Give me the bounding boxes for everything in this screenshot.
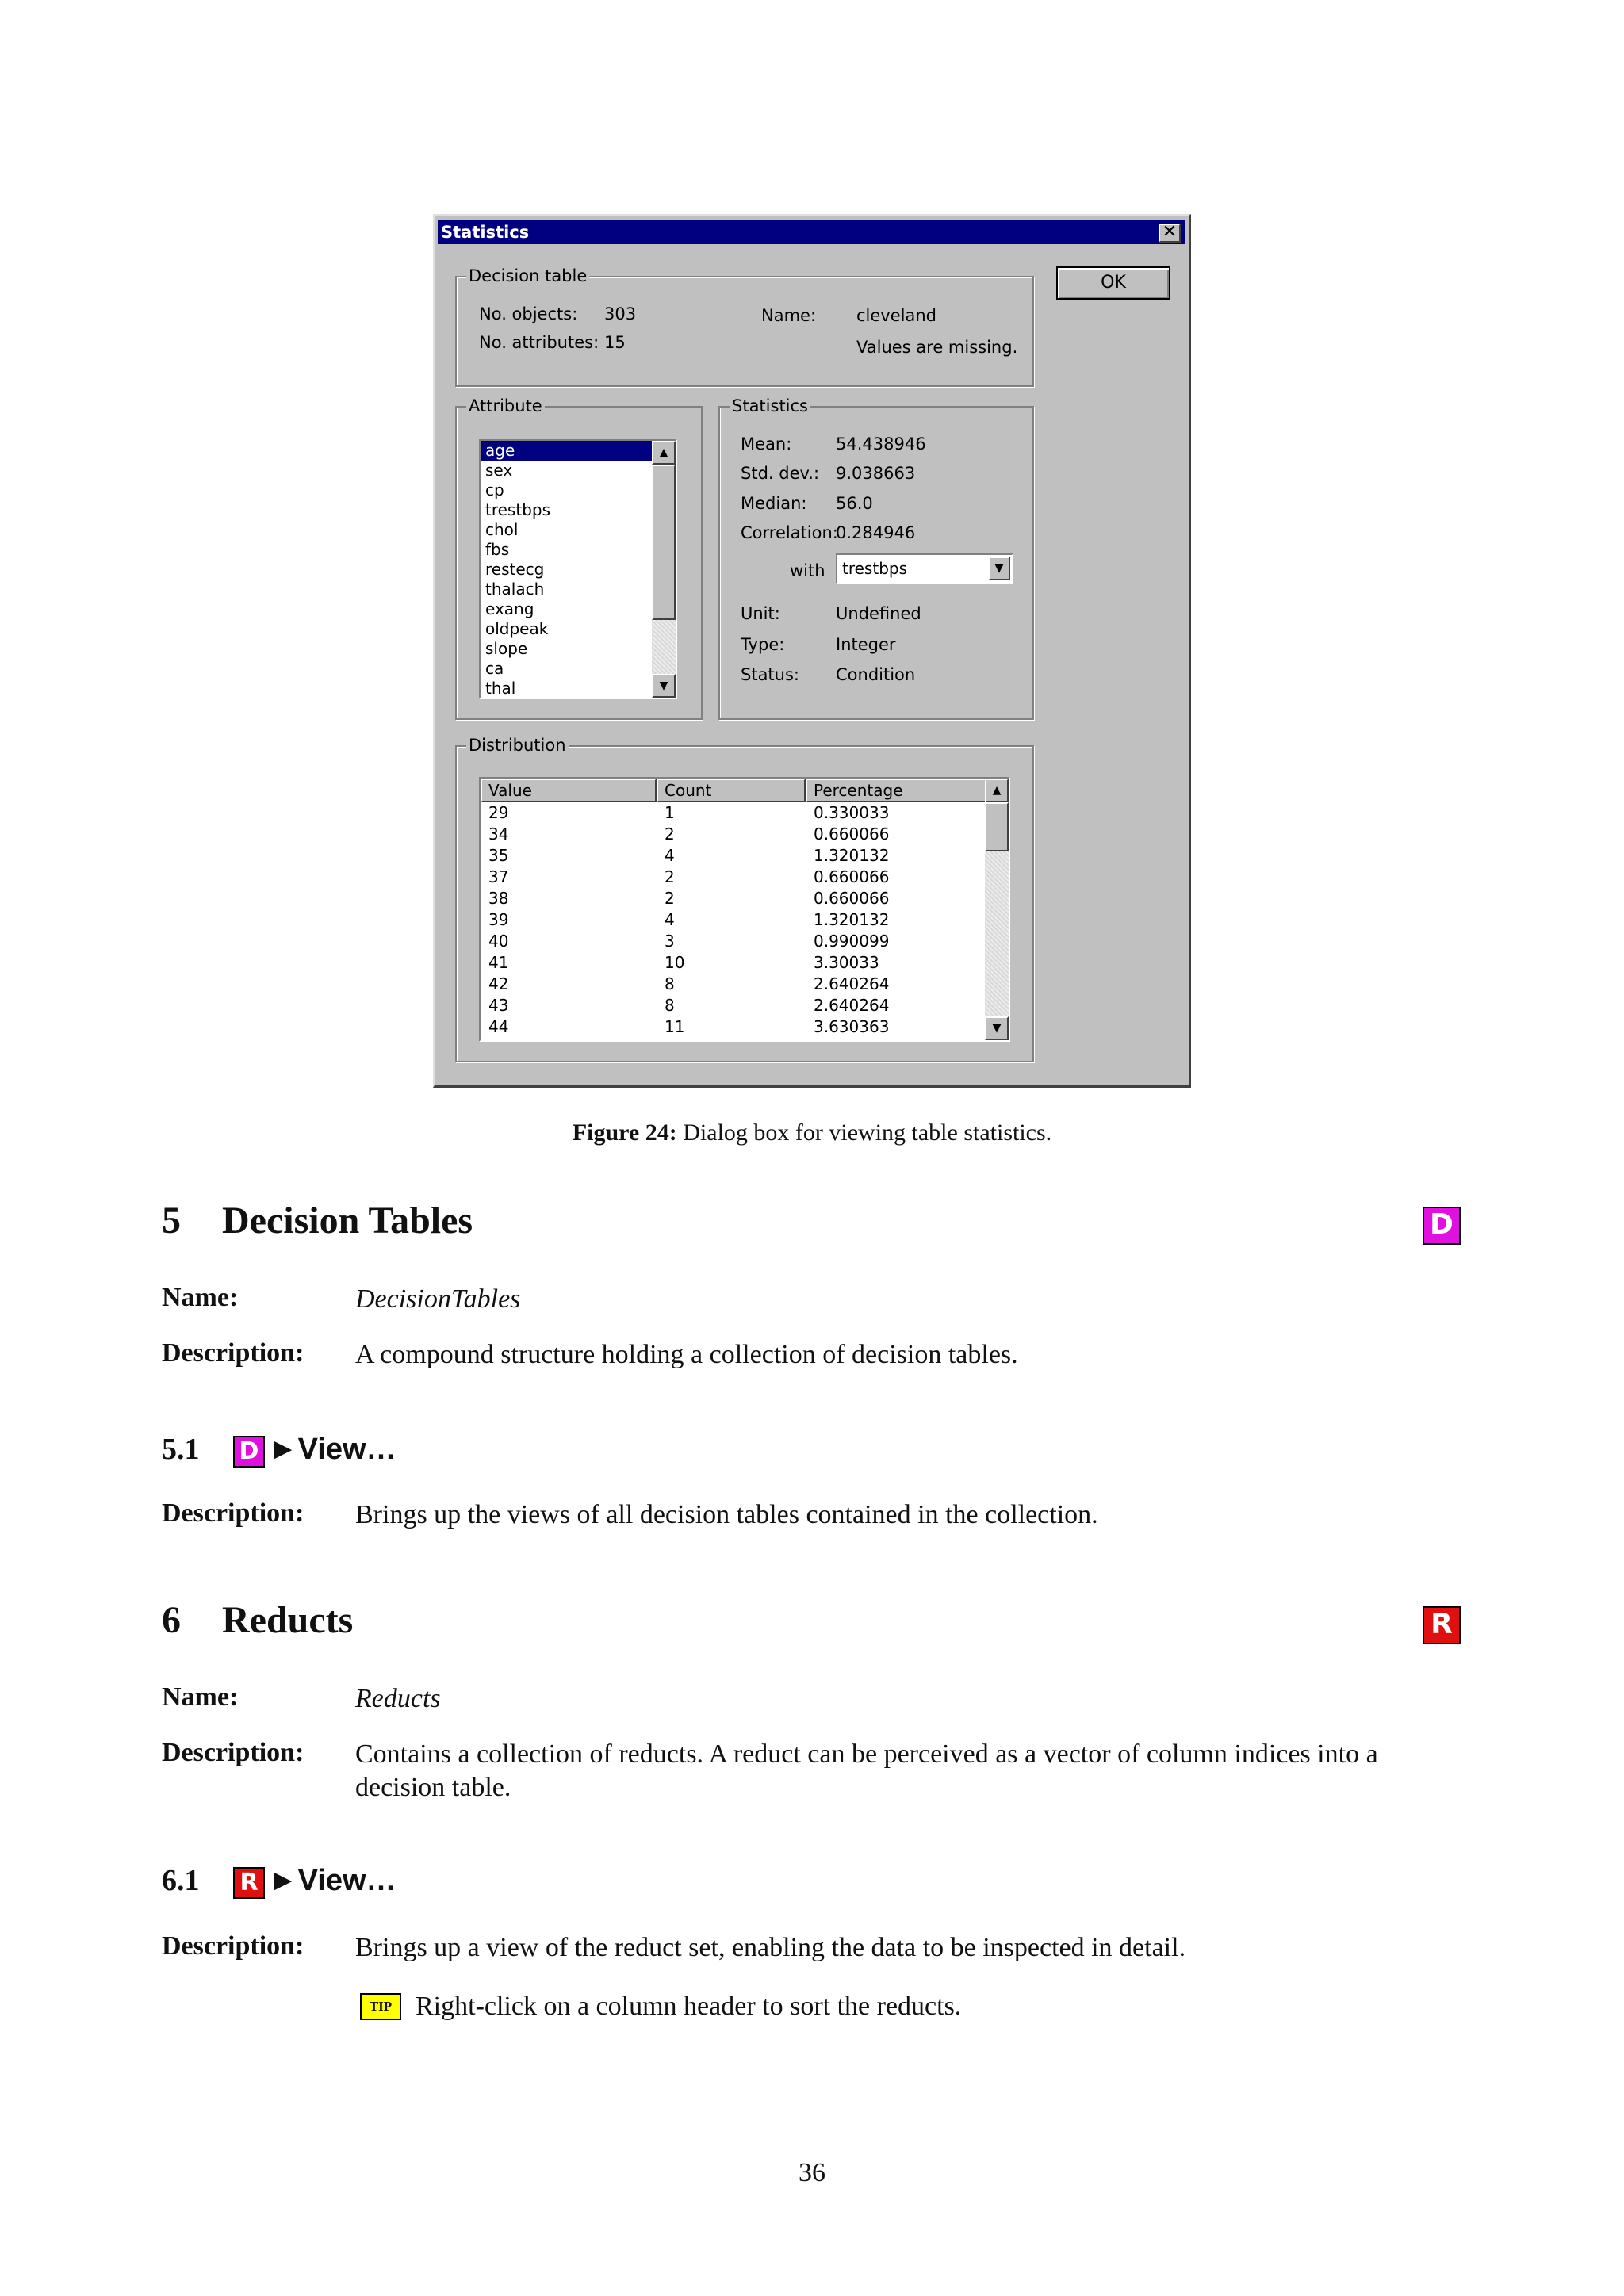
attributes-value: 15 [604, 333, 626, 352]
arrow-icon: ► [268, 1864, 298, 1897]
count-cell: 10 [665, 953, 685, 972]
attribute-list-item[interactable]: oldpeak [485, 619, 549, 638]
decision-table-group [455, 266, 1034, 387]
correlation-label: Correlation: [741, 523, 838, 542]
mean-label: Mean: [741, 434, 792, 453]
subsection-5-1-heading [162, 1432, 396, 1468]
percentage-cell: 3.30033 [814, 953, 879, 972]
correlation-value: 0.284946 [836, 523, 916, 542]
median-label: Median: [741, 494, 807, 513]
column-header-percentage[interactable]: Percentage [806, 779, 986, 802]
value-cell: 43 [488, 996, 509, 1015]
name-label: Name: [761, 306, 817, 325]
attribute-list-item[interactable]: exang [485, 599, 534, 618]
percentage-cell: 0.330033 [814, 803, 890, 822]
unit-label: Unit: [741, 604, 780, 623]
attribute-list-item[interactable]: trestbps [485, 500, 551, 519]
name-term: Name: [162, 1283, 239, 1312]
with-select[interactable] [836, 553, 1013, 584]
value-cell: 40 [488, 932, 509, 951]
ok-button[interactable]: OK [1056, 266, 1170, 300]
subsection-number: 5.1 [162, 1433, 200, 1466]
type-label: Type: [741, 635, 785, 654]
percentage-cell: 3.630363 [814, 1017, 890, 1036]
arrow-icon: ► [268, 1433, 298, 1466]
attribute-list-item[interactable]: thal [485, 679, 516, 698]
objects-label: No. objects: [479, 304, 578, 323]
value-cell: 41 [488, 953, 509, 972]
chevron-down-icon[interactable]: ▼ [988, 557, 1010, 580]
percentage-cell: 0.660066 [814, 889, 890, 908]
count-cell: 8 [665, 996, 675, 1015]
subsection-6-1-heading [162, 1863, 396, 1899]
table-row[interactable] [481, 974, 985, 995]
count-cell: 3 [665, 932, 675, 951]
subsection-number: 6.1 [162, 1864, 200, 1897]
missing-note: Values are missing. [856, 338, 1018, 357]
section-number: 5 [162, 1200, 181, 1242]
page-number: 36 [799, 2158, 825, 2187]
description-definition: Contains a collection of reducts. A reduct can be perceived as a vector of column indices into a decision table. [355, 1739, 1378, 1802]
name-term: Name: [162, 1682, 239, 1712]
value-cell: 37 [488, 867, 509, 886]
section-title: Reducts [222, 1599, 354, 1641]
percentage-cell: 2.640264 [814, 974, 890, 993]
table-row[interactable] [481, 931, 985, 952]
table-row[interactable] [481, 867, 985, 888]
type-value: Integer [836, 635, 896, 654]
table-row[interactable] [481, 824, 985, 845]
count-cell: 11 [665, 1017, 685, 1036]
table-row[interactable] [481, 1016, 985, 1038]
percentage-cell: 0.660066 [814, 825, 890, 844]
attribute-list-item[interactable]: ca [485, 659, 504, 678]
attribute-legend: Attribute [466, 396, 545, 415]
scroll-down-icon[interactable]: ▼ [652, 674, 676, 698]
attribute-list-item[interactable]: thalach [485, 580, 545, 599]
stddev-label: Std. dev.: [741, 464, 820, 483]
scroll-thumb[interactable] [652, 465, 676, 620]
figure-label: Figure 24: [572, 1119, 677, 1146]
close-icon: ✕ [1162, 222, 1178, 242]
percentage-cell: 0.660066 [814, 867, 890, 886]
stddev-value: 9.038663 [836, 464, 916, 483]
table-row[interactable] [481, 909, 985, 931]
count-cell: 1 [665, 803, 675, 822]
attribute-list-item[interactable]: chol [485, 520, 519, 539]
statistics-dialog [433, 214, 1191, 1088]
count-cell: 4 [665, 910, 675, 929]
scroll-up-icon[interactable]: ▲ [985, 779, 1009, 802]
value-cell: 29 [488, 803, 509, 822]
value-cell: 42 [488, 974, 509, 993]
table-row[interactable] [481, 802, 985, 824]
view-menu-label: View… [297, 1433, 396, 1466]
scroll-down-icon[interactable]: ▼ [985, 1016, 1009, 1040]
attribute-scrollbar[interactable] [652, 441, 676, 698]
value-cell: 34 [488, 825, 509, 844]
count-cell: 2 [665, 867, 675, 886]
percentage-cell: 1.320132 [814, 846, 890, 865]
reducts-icon: R [233, 1867, 265, 1899]
table-row[interactable] [481, 952, 985, 974]
value-cell: 44 [488, 1017, 509, 1036]
view-menu-label: View… [297, 1864, 396, 1897]
column-header-count[interactable]: Count [657, 779, 806, 802]
name-definition: Reducts [355, 1684, 441, 1713]
column-header-value[interactable]: Value [481, 779, 657, 802]
scroll-up-icon[interactable]: ▲ [652, 441, 676, 465]
status-value: Condition [836, 665, 916, 684]
section-title: Decision Tables [222, 1200, 473, 1242]
name-definition: DecisionTables [355, 1284, 521, 1314]
description-definition: A compound structure holding a collection of decision tables. [355, 1340, 1018, 1369]
attribute-list-item[interactable]: sex [485, 461, 513, 480]
count-cell: 4 [665, 846, 675, 865]
dialog-titlebar[interactable] [438, 220, 1185, 244]
decision-tables-icon: D [1423, 1207, 1461, 1245]
close-button[interactable] [1159, 224, 1181, 243]
percentage-cell: 1.320132 [814, 910, 890, 929]
description-term: Description: [162, 1498, 304, 1528]
figure-caption [0, 1119, 1624, 1146]
unit-value: Undefined [836, 604, 921, 623]
percentage-cell: 2.640264 [814, 996, 890, 1015]
scroll-thumb[interactable] [985, 802, 1009, 851]
mean-value: 54.438946 [836, 434, 926, 453]
description-term: Description: [162, 1338, 304, 1368]
section-6-heading [162, 1598, 353, 1642]
statistics-group [718, 396, 1034, 720]
count-cell: 8 [665, 974, 675, 993]
description-term: Description: [162, 1738, 304, 1767]
description-definition: Brings up a view of the reduct set, enabling the data to be inspected in detail. [355, 1933, 1186, 1962]
distribution-group [455, 736, 1034, 1062]
table-row[interactable] [481, 995, 985, 1016]
distribution-legend: Distribution [466, 736, 569, 755]
decision-table-legend: Decision table [466, 266, 589, 285]
attributes-label: No. attributes: [479, 333, 599, 352]
value-cell: 38 [488, 889, 509, 908]
distribution-table[interactable] [479, 777, 1010, 1042]
statistics-legend: Statistics [730, 396, 810, 415]
tip-icon: TIP [360, 1993, 401, 2020]
dialog-title: Statistics [441, 223, 530, 242]
attribute-list-item[interactable]: cp [485, 480, 504, 499]
count-cell: 2 [665, 825, 675, 844]
figure-text: Dialog box for viewing table statistics. [676, 1119, 1052, 1146]
table-row[interactable] [481, 888, 985, 909]
median-value: 56.0 [836, 494, 873, 513]
count-cell: 2 [665, 889, 675, 908]
attribute-group [455, 396, 703, 720]
attribute-list-item[interactable]: restecg [485, 560, 545, 579]
distribution-scrollbar[interactable] [985, 779, 1009, 1040]
name-value: cleveland [856, 306, 936, 325]
tip-text: Right-click on a column header to sort the reducts. [416, 1992, 962, 2021]
reducts-icon: R [1423, 1606, 1461, 1644]
decision-tables-icon: D [233, 1436, 265, 1468]
status-label: Status: [741, 665, 799, 684]
objects-value: 303 [604, 304, 637, 323]
description-definition: Brings up the views of all decision tables contained in the collection. [355, 1500, 1098, 1529]
section-number: 6 [162, 1599, 181, 1641]
value-cell: 39 [488, 910, 509, 929]
percentage-cell: 0.990099 [814, 932, 890, 951]
section-5-heading [162, 1199, 473, 1242]
table-row[interactable] [481, 845, 985, 867]
attribute-list[interactable] [479, 439, 677, 699]
attribute-list-item[interactable]: age [481, 441, 652, 461]
description-term: Description: [162, 1931, 304, 1961]
attribute-list-item[interactable]: fbs [485, 540, 510, 559]
with-select-value: trestbps [842, 559, 908, 578]
value-cell: 35 [488, 846, 509, 865]
with-label: with [790, 561, 825, 580]
attribute-list-item[interactable]: slope [485, 639, 528, 658]
